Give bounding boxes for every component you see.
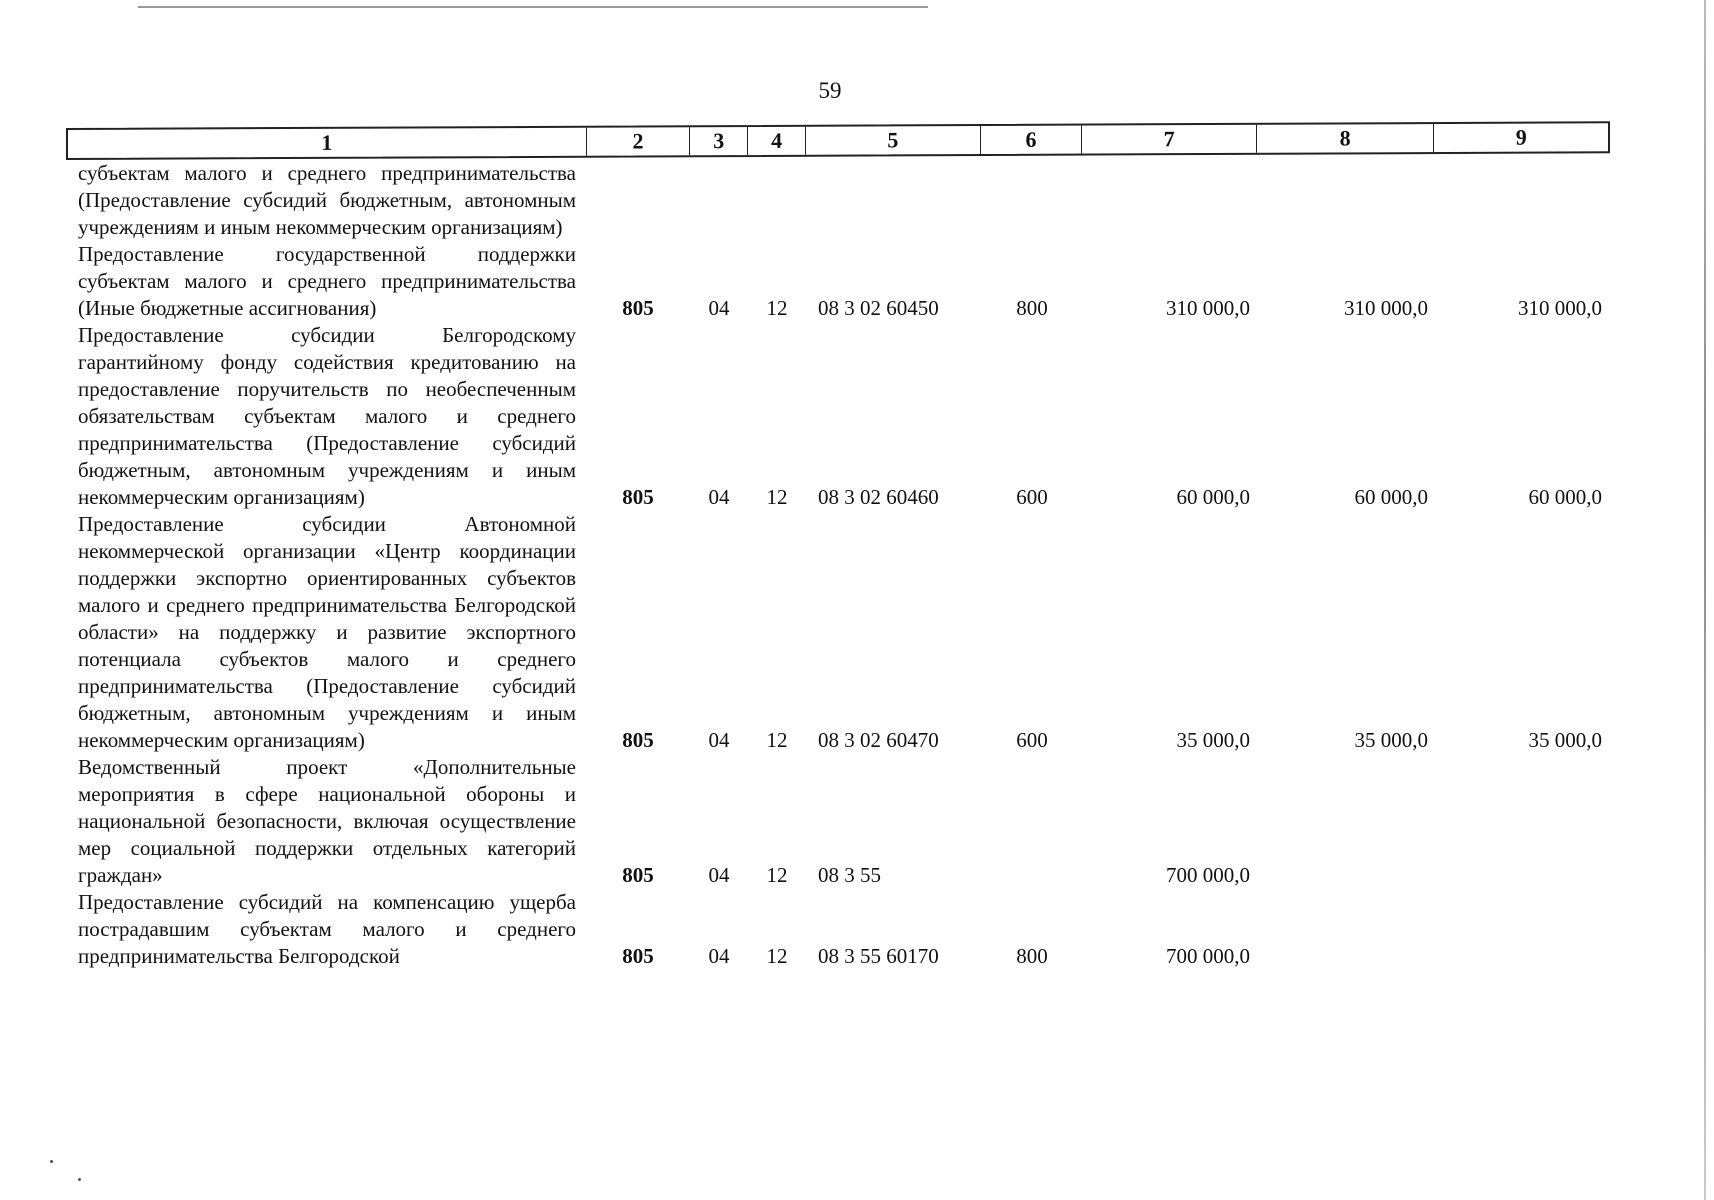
- header-col-3: 3: [690, 127, 748, 155]
- row-amount-col8: 310 000,0: [1344, 296, 1428, 320]
- row-ministry-code: 805: [622, 728, 654, 752]
- row-ministry-code: 805: [622, 485, 654, 509]
- row-description: Предоставление субсидий на компенсацию ущерба пострадавшим субъектам малого и среднего предпринимательства Белгородской: [78, 890, 576, 968]
- row-amount-col7: 700 000,0: [1166, 863, 1250, 887]
- row-target-article: 08 3 02 60450: [818, 296, 939, 320]
- row-subsection: 12: [766, 944, 788, 968]
- table-header-row: [66, 121, 1610, 160]
- row-description: Предоставление субсидии Белгородскому гарантийному фонду содействия кредитованию на предоставление поручительств по необеспеченным обязательствам субъектам малого и среднего предпринимательства (Предоставление субсидий бюджетным, автономным учреждениям и иным некоммерческим организациям): [78, 323, 576, 509]
- scan-speck: [78, 1178, 81, 1181]
- row-amount-col9: 35 000,0: [1528, 728, 1602, 752]
- scan-edge-shadow: [1704, 0, 1706, 1200]
- header-col-6: 6: [981, 126, 1083, 154]
- row-amount-col8: 35 000,0: [1354, 728, 1428, 752]
- row-section: 04: [708, 296, 730, 320]
- row-target-article: 08 3 55 60170: [818, 944, 939, 968]
- header-col-9: 9: [1515, 124, 1527, 150]
- row-subsection: 12: [766, 296, 788, 320]
- row-amount-col7: 35 000,0: [1176, 728, 1250, 752]
- header-col-8: 8: [1257, 124, 1435, 153]
- budget-table: [66, 124, 1610, 970]
- row-target-article: 08 3 55: [818, 863, 881, 887]
- row-target-article: 08 3 02 60460: [818, 485, 939, 509]
- table-row: [66, 241, 1610, 322]
- row-subsection: 12: [766, 485, 788, 509]
- row-ministry-code: 805: [622, 944, 654, 968]
- row-amount-col7: 310 000,0: [1166, 296, 1250, 320]
- row-target-article: 08 3 02 60470: [818, 728, 939, 752]
- row-expense-type: 600: [1016, 485, 1048, 509]
- row-subsection: 12: [766, 728, 788, 752]
- row-amount-col7: 60 000,0: [1176, 485, 1250, 509]
- row-ministry-code: 805: [622, 296, 654, 320]
- row-ministry-code: 805: [622, 863, 654, 887]
- scan-speck: [50, 1160, 53, 1163]
- header-col-4: 4: [748, 127, 806, 155]
- table-row: [66, 160, 1610, 241]
- row-section: 04: [708, 863, 730, 887]
- row-section: 04: [708, 728, 730, 752]
- header-col-5: 5: [806, 126, 981, 155]
- row-expense-type: 800: [1016, 944, 1048, 968]
- row-amount-col7: 700 000,0: [1166, 944, 1250, 968]
- row-subsection: 12: [766, 863, 788, 887]
- row-expense-type: 600: [1016, 728, 1048, 752]
- row-section: 04: [708, 485, 730, 509]
- table-row: [66, 889, 1610, 970]
- header-col-7: 7: [1082, 125, 1257, 154]
- row-amount-col9: 60 000,0: [1528, 485, 1602, 509]
- row-amount-col8: 60 000,0: [1354, 485, 1428, 509]
- page-number: 59: [818, 78, 842, 103]
- row-description: Предоставление субсидии Автономной некоммерческой организации «Центр координации поддержки экспортно ориентированных субъектов малого и среднего предпринимательства Белгородской области» на поддержку и развитие экспортного потенциала субъектов малого и среднего предпринимательства (Предоставление субсидий бюджетным, автономным учреждениям и иным некоммерческим организациям): [78, 512, 576, 752]
- table-row: [66, 511, 1610, 754]
- header-col-2: 2: [587, 127, 691, 155]
- header-col-1: 1: [68, 128, 587, 158]
- table-row: [66, 754, 1610, 889]
- row-description: субъектам малого и среднего предпринимательства (Предоставление субсидий бюджетным, автономным учреждениям и иным некоммерческим организациям): [78, 161, 576, 239]
- scan-artifact-line: [138, 6, 928, 8]
- row-section: 04: [708, 944, 730, 968]
- row-expense-type: 800: [1016, 296, 1048, 320]
- table-body: [66, 160, 1610, 970]
- row-description: Предоставление государственной поддержки субъектам малого и среднего предпринимательства (Иные бюджетные ассигнования): [78, 242, 576, 320]
- table-row: [66, 322, 1610, 511]
- row-amount-col9: 310 000,0: [1518, 296, 1602, 320]
- row-description: Ведомственный проект «Дополнительные мероприятия в сфере национальной обороны и национальной безопасности, включая осуществление мер социальной поддержки отдельных категорий граждан»: [78, 755, 576, 887]
